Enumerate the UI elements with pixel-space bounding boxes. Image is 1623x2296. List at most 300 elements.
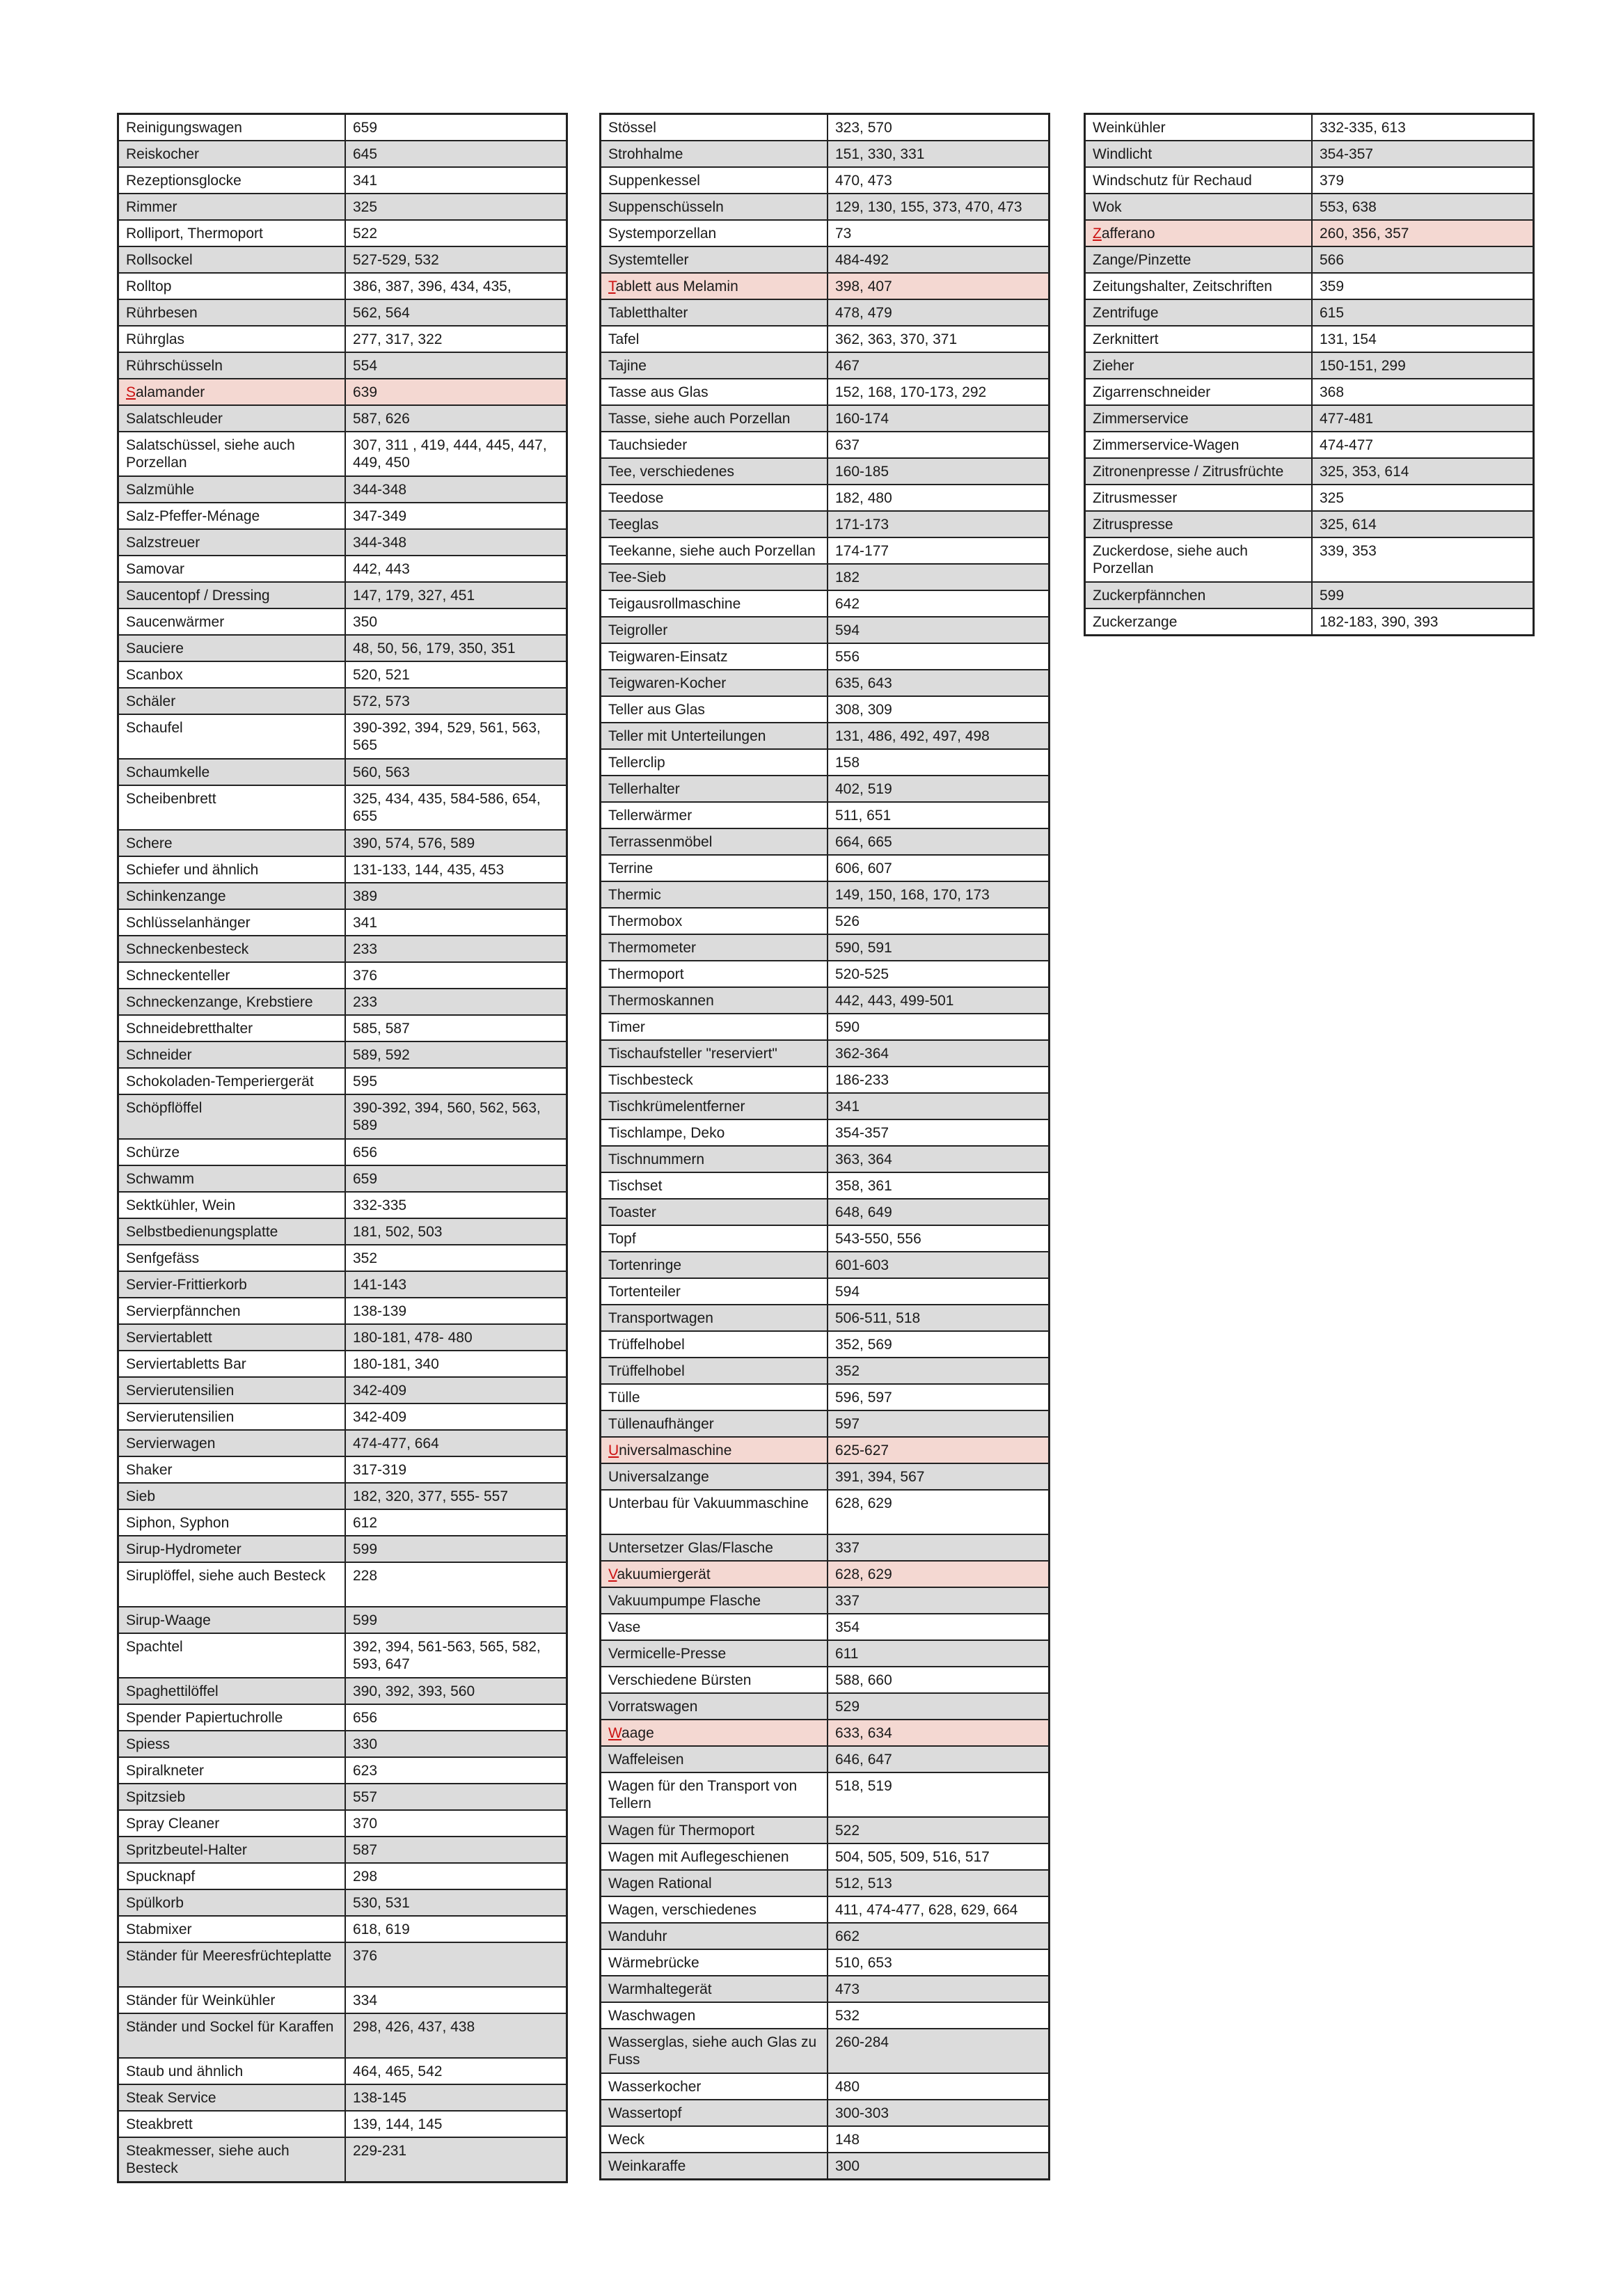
index-row xyxy=(601,1614,1050,1640)
index-row xyxy=(118,2137,567,2183)
index-pages: 599 xyxy=(345,1607,567,1633)
index-term: Terrassenmöbel xyxy=(601,828,828,855)
index-term: Shaker xyxy=(118,1456,346,1483)
index-row xyxy=(1085,485,1534,511)
index-pages: 527-529, 532 xyxy=(345,246,567,273)
index-row xyxy=(601,2002,1050,2029)
index-row xyxy=(118,1298,567,1324)
index-row xyxy=(601,1331,1050,1358)
index-pages: 337 xyxy=(828,1534,1050,1561)
index-pages: 566 xyxy=(1312,246,1534,273)
index-term: Wärmebrücke xyxy=(601,1949,828,1976)
index-pages: 337 xyxy=(828,1587,1050,1614)
index-row xyxy=(118,1041,567,1068)
index-pages: 149, 150, 168, 170, 173 xyxy=(828,881,1050,908)
index-term: Thermometer xyxy=(601,934,828,961)
index-term: Zange/Pinzette xyxy=(1085,246,1313,273)
index-term: Schöpflöffel xyxy=(118,1094,346,1139)
index-pages: 308, 309 xyxy=(828,696,1050,723)
index-row xyxy=(118,1271,567,1298)
index-pages: 572, 573 xyxy=(345,688,567,714)
index-row xyxy=(601,485,1050,511)
index-term: Teedose xyxy=(601,485,828,511)
index-pages: 522 xyxy=(345,220,567,246)
index-term: Schneider xyxy=(118,1041,346,1068)
index-row xyxy=(601,1172,1050,1199)
index-pages: 642 xyxy=(828,590,1050,617)
index-row xyxy=(118,352,567,379)
index-term: Wok xyxy=(1085,194,1313,220)
index-row xyxy=(118,1633,567,1678)
index-term: Schneckenteller xyxy=(118,962,346,989)
index-pages: 589, 592 xyxy=(345,1041,567,1068)
index-term: Zieher xyxy=(1085,352,1313,379)
index-row xyxy=(601,1252,1050,1278)
index-term: Sirup-Waage xyxy=(118,1607,346,1633)
index-pages: 530, 531 xyxy=(345,1889,567,1916)
index-pages: 597 xyxy=(828,1410,1050,1437)
index-row xyxy=(601,1410,1050,1437)
index-pages: 141-143 xyxy=(345,1271,567,1298)
index-pages: 180-181, 478- 480 xyxy=(345,1324,567,1351)
index-term: Timer xyxy=(601,1014,828,1040)
index-term: Tasse aus Glas xyxy=(601,379,828,405)
index-row xyxy=(118,220,567,246)
index-pages: 260, 356, 357 xyxy=(1312,220,1534,246)
index-pages: 390, 392, 393, 560 xyxy=(345,1678,567,1704)
index-term xyxy=(601,273,828,299)
index-row xyxy=(118,1536,567,1562)
index-term: Spülkorb xyxy=(118,1889,346,1916)
index-row xyxy=(1085,458,1534,485)
index-pages: 344-348 xyxy=(345,529,567,556)
index-row xyxy=(601,246,1050,273)
index-row xyxy=(118,830,567,856)
index-row xyxy=(1085,246,1534,273)
index-row xyxy=(118,432,567,476)
index-term: Zitruspresse xyxy=(1085,511,1313,537)
index-term: Servierutensilien xyxy=(118,1403,346,1430)
index-term: Teeglas xyxy=(601,511,828,537)
index-row xyxy=(601,537,1050,564)
index-term: Zuckerdose, siehe auch Porzellan xyxy=(1085,537,1313,582)
index-pages: 228 xyxy=(345,1562,567,1607)
index-row xyxy=(601,1067,1050,1093)
index-row xyxy=(118,1942,567,1987)
index-pages: 352 xyxy=(828,1358,1050,1384)
index-term: Scheibenbrett xyxy=(118,785,346,830)
index-row xyxy=(118,141,567,167)
index-term: Vermicelle-Presse xyxy=(601,1640,828,1667)
index-pages: 522 xyxy=(828,1817,1050,1843)
index-term: Waffeleisen xyxy=(601,1746,828,1772)
index-row xyxy=(601,1490,1050,1534)
index-term: Tellerhalter xyxy=(601,776,828,802)
index-pages: 596, 597 xyxy=(828,1384,1050,1410)
index-row xyxy=(1085,326,1534,352)
index-row xyxy=(601,2100,1050,2126)
index-pages: 182-183, 390, 393 xyxy=(1312,608,1534,636)
index-term: Systemteller xyxy=(601,246,828,273)
index-term: Tasse, siehe auch Porzellan xyxy=(601,405,828,432)
index-row xyxy=(601,1534,1050,1561)
index-pages: 386, 387, 396, 434, 435, xyxy=(345,273,567,299)
index-row xyxy=(118,909,567,936)
index-term: Steakbrett xyxy=(118,2111,346,2137)
index-pages: 518, 519 xyxy=(828,1772,1050,1817)
index-pages: 344-348 xyxy=(345,476,567,503)
index-row xyxy=(118,759,567,785)
index-pages: 389 xyxy=(345,883,567,909)
index-row xyxy=(601,670,1050,696)
index-row xyxy=(118,1509,567,1536)
index-term: Terrine xyxy=(601,855,828,881)
index-pages: 300-303 xyxy=(828,2100,1050,2126)
index-term: Vorratswagen xyxy=(601,1693,828,1720)
index-row xyxy=(601,1093,1050,1119)
index-pages: 645 xyxy=(345,141,567,167)
index-term: Schaufel xyxy=(118,714,346,759)
index-pages: 556 xyxy=(828,643,1050,670)
index-term: Wagen, verschiedenes xyxy=(601,1896,828,1923)
index-pages: 147, 179, 327, 451 xyxy=(345,582,567,608)
index-pages: 612 xyxy=(345,1509,567,1536)
index-pages: 506-511, 518 xyxy=(828,1305,1050,1331)
index-term: Zitronenpresse / Zitrusfrüchte xyxy=(1085,458,1313,485)
index-term-rest: akuumiergerät xyxy=(617,1566,711,1582)
index-term: Siphon, Syphon xyxy=(118,1509,346,1536)
index-row-letter-start xyxy=(601,1561,1050,1587)
index-term: Selbstbedienungsplatte xyxy=(118,1218,346,1245)
index-pages: 585, 587 xyxy=(345,1015,567,1041)
index-term: Suppenkessel xyxy=(601,167,828,194)
index-term: Stabmixer xyxy=(118,1916,346,1942)
index-pages: 347-349 xyxy=(345,503,567,529)
index-pages: 358, 361 xyxy=(828,1172,1050,1199)
index-term: Salzstreuer xyxy=(118,529,346,556)
index-term: Wassertopf xyxy=(601,2100,828,2126)
index-row xyxy=(601,1843,1050,1870)
index-pages: 635, 643 xyxy=(828,670,1050,696)
index-pages: 339, 353 xyxy=(1312,537,1534,582)
index-row xyxy=(601,405,1050,432)
index-pages: 307, 311 , 419, 444, 445, 447, 449, 450 xyxy=(345,432,567,476)
index-pages: 520, 521 xyxy=(345,661,567,688)
index-term: Schaumkelle xyxy=(118,759,346,785)
index-term-rest: aage xyxy=(622,1725,654,1741)
index-pages: 639 xyxy=(345,379,567,405)
index-term: Tischset xyxy=(601,1172,828,1199)
index-term: Vakuumpumpe Flasche xyxy=(601,1587,828,1614)
index-row xyxy=(601,987,1050,1014)
index-row xyxy=(118,1562,567,1607)
index-row xyxy=(1085,299,1534,326)
index-pages: 392, 394, 561-563, 565, 582, 593, 647 xyxy=(345,1633,567,1678)
index-row xyxy=(118,1377,567,1403)
index-row xyxy=(118,1456,567,1483)
index-row xyxy=(118,556,567,582)
index-pages: 325 xyxy=(1312,485,1534,511)
index-row xyxy=(118,1784,567,1810)
index-term: Rezeptionsglocke xyxy=(118,167,346,194)
index-pages: 379 xyxy=(1312,167,1534,194)
index-pages: 664, 665 xyxy=(828,828,1050,855)
index-row xyxy=(118,1837,567,1863)
index-pages: 332-335, 613 xyxy=(1312,114,1534,141)
index-row xyxy=(601,1923,1050,1949)
index-pages: 138-145 xyxy=(345,2084,567,2111)
index-term: Steak Service xyxy=(118,2084,346,2111)
index-pages: 402, 519 xyxy=(828,776,1050,802)
index-pages: 646, 647 xyxy=(828,1746,1050,1772)
index-row xyxy=(601,2153,1050,2180)
index-pages: 376 xyxy=(345,962,567,989)
index-term: Windlicht xyxy=(1085,141,1313,167)
index-pages: 442, 443 xyxy=(345,556,567,582)
index-pages: 590, 591 xyxy=(828,934,1050,961)
index-term: Tee-Sieb xyxy=(601,564,828,590)
index-term: Tabletthalter xyxy=(601,299,828,326)
index-pages: 131, 154 xyxy=(1312,326,1534,352)
index-term: Teller aus Glas xyxy=(601,696,828,723)
index-pages: 363, 364 xyxy=(828,1146,1050,1172)
index-term xyxy=(601,1720,828,1746)
index-row xyxy=(601,1225,1050,1252)
index-term: Schwamm xyxy=(118,1165,346,1192)
index-row-letter-start xyxy=(1085,220,1534,246)
index-pages: 376 xyxy=(345,1942,567,1987)
index-row xyxy=(118,1192,567,1218)
index-row xyxy=(118,246,567,273)
index-row xyxy=(601,1746,1050,1772)
index-term: Ständer und Sockel für Karaffen xyxy=(118,2013,346,2058)
index-term: Teigwaren-Einsatz xyxy=(601,643,828,670)
index-term: Zigarrenschneider xyxy=(1085,379,1313,405)
index-row xyxy=(118,1165,567,1192)
index-row xyxy=(118,326,567,352)
index-term: Samovar xyxy=(118,556,346,582)
index-row xyxy=(601,1146,1050,1172)
index-term: Teigwaren-Kocher xyxy=(601,670,828,696)
index-pages: 354 xyxy=(828,1614,1050,1640)
index-term: Rolliport, Thermoport xyxy=(118,220,346,246)
index-pages: 587 xyxy=(345,1837,567,1863)
index-row-letter-start xyxy=(601,1720,1050,1746)
index-row xyxy=(601,1119,1050,1146)
index-term: Tischnummern xyxy=(601,1146,828,1172)
index-pages: 186-233 xyxy=(828,1067,1050,1093)
index-term: Rolltop xyxy=(118,273,346,299)
index-term: Zimmerservice xyxy=(1085,405,1313,432)
index-term: Salz-Pfeffer-Ménage xyxy=(118,503,346,529)
index-row xyxy=(601,352,1050,379)
index-pages: 354-357 xyxy=(1312,141,1534,167)
index-term: Zentrifuge xyxy=(1085,299,1313,326)
index-row xyxy=(118,661,567,688)
index-term: Wasserkocher xyxy=(601,2073,828,2100)
index-term: Schere xyxy=(118,830,346,856)
index-pages: 352 xyxy=(345,1245,567,1271)
index-pages: 520-525 xyxy=(828,961,1050,987)
index-pages: 391, 394, 567 xyxy=(828,1463,1050,1490)
index-pages: 342-409 xyxy=(345,1377,567,1403)
index-row xyxy=(601,1463,1050,1490)
index-term: Zitrusmesser xyxy=(1085,485,1313,511)
index-term: Zuckerpfännchen xyxy=(1085,582,1313,608)
index-pages: 390, 574, 576, 589 xyxy=(345,830,567,856)
index-row xyxy=(118,1483,567,1509)
index-term: Wagen mit Auflegeschienen xyxy=(601,1843,828,1870)
index-row xyxy=(601,167,1050,194)
index-row xyxy=(601,1587,1050,1614)
index-pages: 48, 50, 56, 179, 350, 351 xyxy=(345,635,567,661)
index-pages: 648, 649 xyxy=(828,1199,1050,1225)
index-column-3 xyxy=(1084,113,1535,636)
index-pages: 260-284 xyxy=(828,2029,1050,2073)
index-term: Servierutensilien xyxy=(118,1377,346,1403)
index-pages: 390-392, 394, 560, 562, 563, 589 xyxy=(345,1094,567,1139)
index-term: Sauciere xyxy=(118,635,346,661)
index-pages: 354-357 xyxy=(828,1119,1050,1146)
index-row xyxy=(601,194,1050,220)
index-pages: 362-364 xyxy=(828,1040,1050,1067)
index-row xyxy=(601,2073,1050,2100)
index-pages: 151, 330, 331 xyxy=(828,141,1050,167)
index-pages: 229-231 xyxy=(345,2137,567,2183)
index-term: Reinigungswagen xyxy=(118,114,346,141)
index-row xyxy=(601,220,1050,246)
index-term: Thermoport xyxy=(601,961,828,987)
index-term: Rollsockel xyxy=(118,246,346,273)
index-term: Tauchsieder xyxy=(601,432,828,458)
index-table xyxy=(117,113,568,2183)
index-pages: 526 xyxy=(828,908,1050,934)
index-pages: 233 xyxy=(345,989,567,1015)
index-term: Spucknapf xyxy=(118,1863,346,1889)
letter-marker: Z xyxy=(1093,226,1102,242)
index-pages: 659 xyxy=(345,1165,567,1192)
index-term: Spitzsieb xyxy=(118,1784,346,1810)
index-term: Tischlampe, Deko xyxy=(601,1119,828,1146)
index-row xyxy=(601,1976,1050,2002)
index-pages: 139, 144, 145 xyxy=(345,2111,567,2137)
letter-marker: W xyxy=(608,1725,622,1741)
index-pages: 606, 607 xyxy=(828,855,1050,881)
index-column-1 xyxy=(117,113,568,2183)
index-term: Salzmühle xyxy=(118,476,346,503)
index-pages: 150-151, 299 xyxy=(1312,352,1534,379)
index-row xyxy=(118,1678,567,1704)
index-term: Transportwagen xyxy=(601,1305,828,1331)
index-row xyxy=(601,1014,1050,1040)
index-term: Schinkenzange xyxy=(118,883,346,909)
index-row xyxy=(1085,141,1534,167)
index-term: Tischaufsteller "reserviert" xyxy=(601,1040,828,1067)
index-term: Ständer für Weinkühler xyxy=(118,1987,346,2013)
index-pages: 656 xyxy=(345,1139,567,1165)
index-pages: 637 xyxy=(828,432,1050,458)
index-row xyxy=(118,688,567,714)
index-pages: 342-409 xyxy=(345,1403,567,1430)
index-row xyxy=(118,114,567,141)
index-row xyxy=(118,1987,567,2013)
index-row xyxy=(118,582,567,608)
index-pages: 181, 502, 503 xyxy=(345,1218,567,1245)
index-term: Reiskocher xyxy=(118,141,346,167)
index-term: Sieb xyxy=(118,1483,346,1509)
index-row xyxy=(118,1218,567,1245)
index-pages: 625-627 xyxy=(828,1437,1050,1463)
index-term: Ständer für Meeresfrüchteplatte xyxy=(118,1942,346,1987)
index-row xyxy=(1085,379,1534,405)
index-row xyxy=(601,564,1050,590)
index-pages: 659 xyxy=(345,114,567,141)
index-row xyxy=(601,1040,1050,1067)
index-term: Sektkühler, Wein xyxy=(118,1192,346,1218)
index-pages: 325 xyxy=(345,194,567,220)
index-row xyxy=(601,776,1050,802)
index-row xyxy=(601,1870,1050,1896)
index-term: Spachtel xyxy=(118,1633,346,1678)
index-row xyxy=(601,855,1050,881)
index-term: Schneckenbesteck xyxy=(118,936,346,962)
index-row xyxy=(601,1693,1050,1720)
index-row xyxy=(118,1916,567,1942)
index-row xyxy=(1085,167,1534,194)
index-row xyxy=(601,908,1050,934)
index-row xyxy=(601,934,1050,961)
index-term: Unterbau für Vakuummaschine xyxy=(601,1490,828,1534)
index-row xyxy=(601,379,1050,405)
index-pages: 477-481 xyxy=(1312,405,1534,432)
index-row xyxy=(601,1949,1050,1976)
letter-marker: V xyxy=(608,1566,617,1582)
index-term-rest: ablett aus Melamin xyxy=(615,278,738,294)
index-term: Suppenschüsseln xyxy=(601,194,828,220)
index-term: Serviertabletts Bar xyxy=(118,1351,346,1377)
index-pages: 474-477 xyxy=(1312,432,1534,458)
index-pages: 352, 569 xyxy=(828,1331,1050,1358)
index-row xyxy=(601,723,1050,749)
index-term: Teekanne, siehe auch Porzellan xyxy=(601,537,828,564)
index-row xyxy=(118,608,567,635)
index-pages: 590 xyxy=(828,1014,1050,1040)
index-term-rest: afferano xyxy=(1101,226,1155,242)
index-pages: 148 xyxy=(828,2126,1050,2153)
index-pages: 601-603 xyxy=(828,1252,1050,1278)
index-pages: 131, 486, 492, 497, 498 xyxy=(828,723,1050,749)
index-term: Zeitungshalter, Zeitschriften xyxy=(1085,273,1313,299)
index-pages: 510, 653 xyxy=(828,1949,1050,1976)
index-row xyxy=(601,1667,1050,1693)
index-term: Tellerwärmer xyxy=(601,802,828,828)
index-term: Tüllenaufhänger xyxy=(601,1410,828,1437)
index-term: Zerknittert xyxy=(1085,326,1313,352)
index-row xyxy=(118,194,567,220)
index-term: Tülle xyxy=(601,1384,828,1410)
index-term: Wagen für Thermoport xyxy=(601,1817,828,1843)
index-row xyxy=(601,326,1050,352)
index-term: Sirup-Hydrometer xyxy=(118,1536,346,1562)
index-pages: 368 xyxy=(1312,379,1534,405)
index-term: Strohhalme xyxy=(601,141,828,167)
index-pages: 330 xyxy=(345,1731,567,1757)
index-pages: 334 xyxy=(345,1987,567,2013)
index-row xyxy=(601,141,1050,167)
index-row xyxy=(118,1245,567,1271)
index-term: Rührbesen xyxy=(118,299,346,326)
index-pages: 359 xyxy=(1312,273,1534,299)
